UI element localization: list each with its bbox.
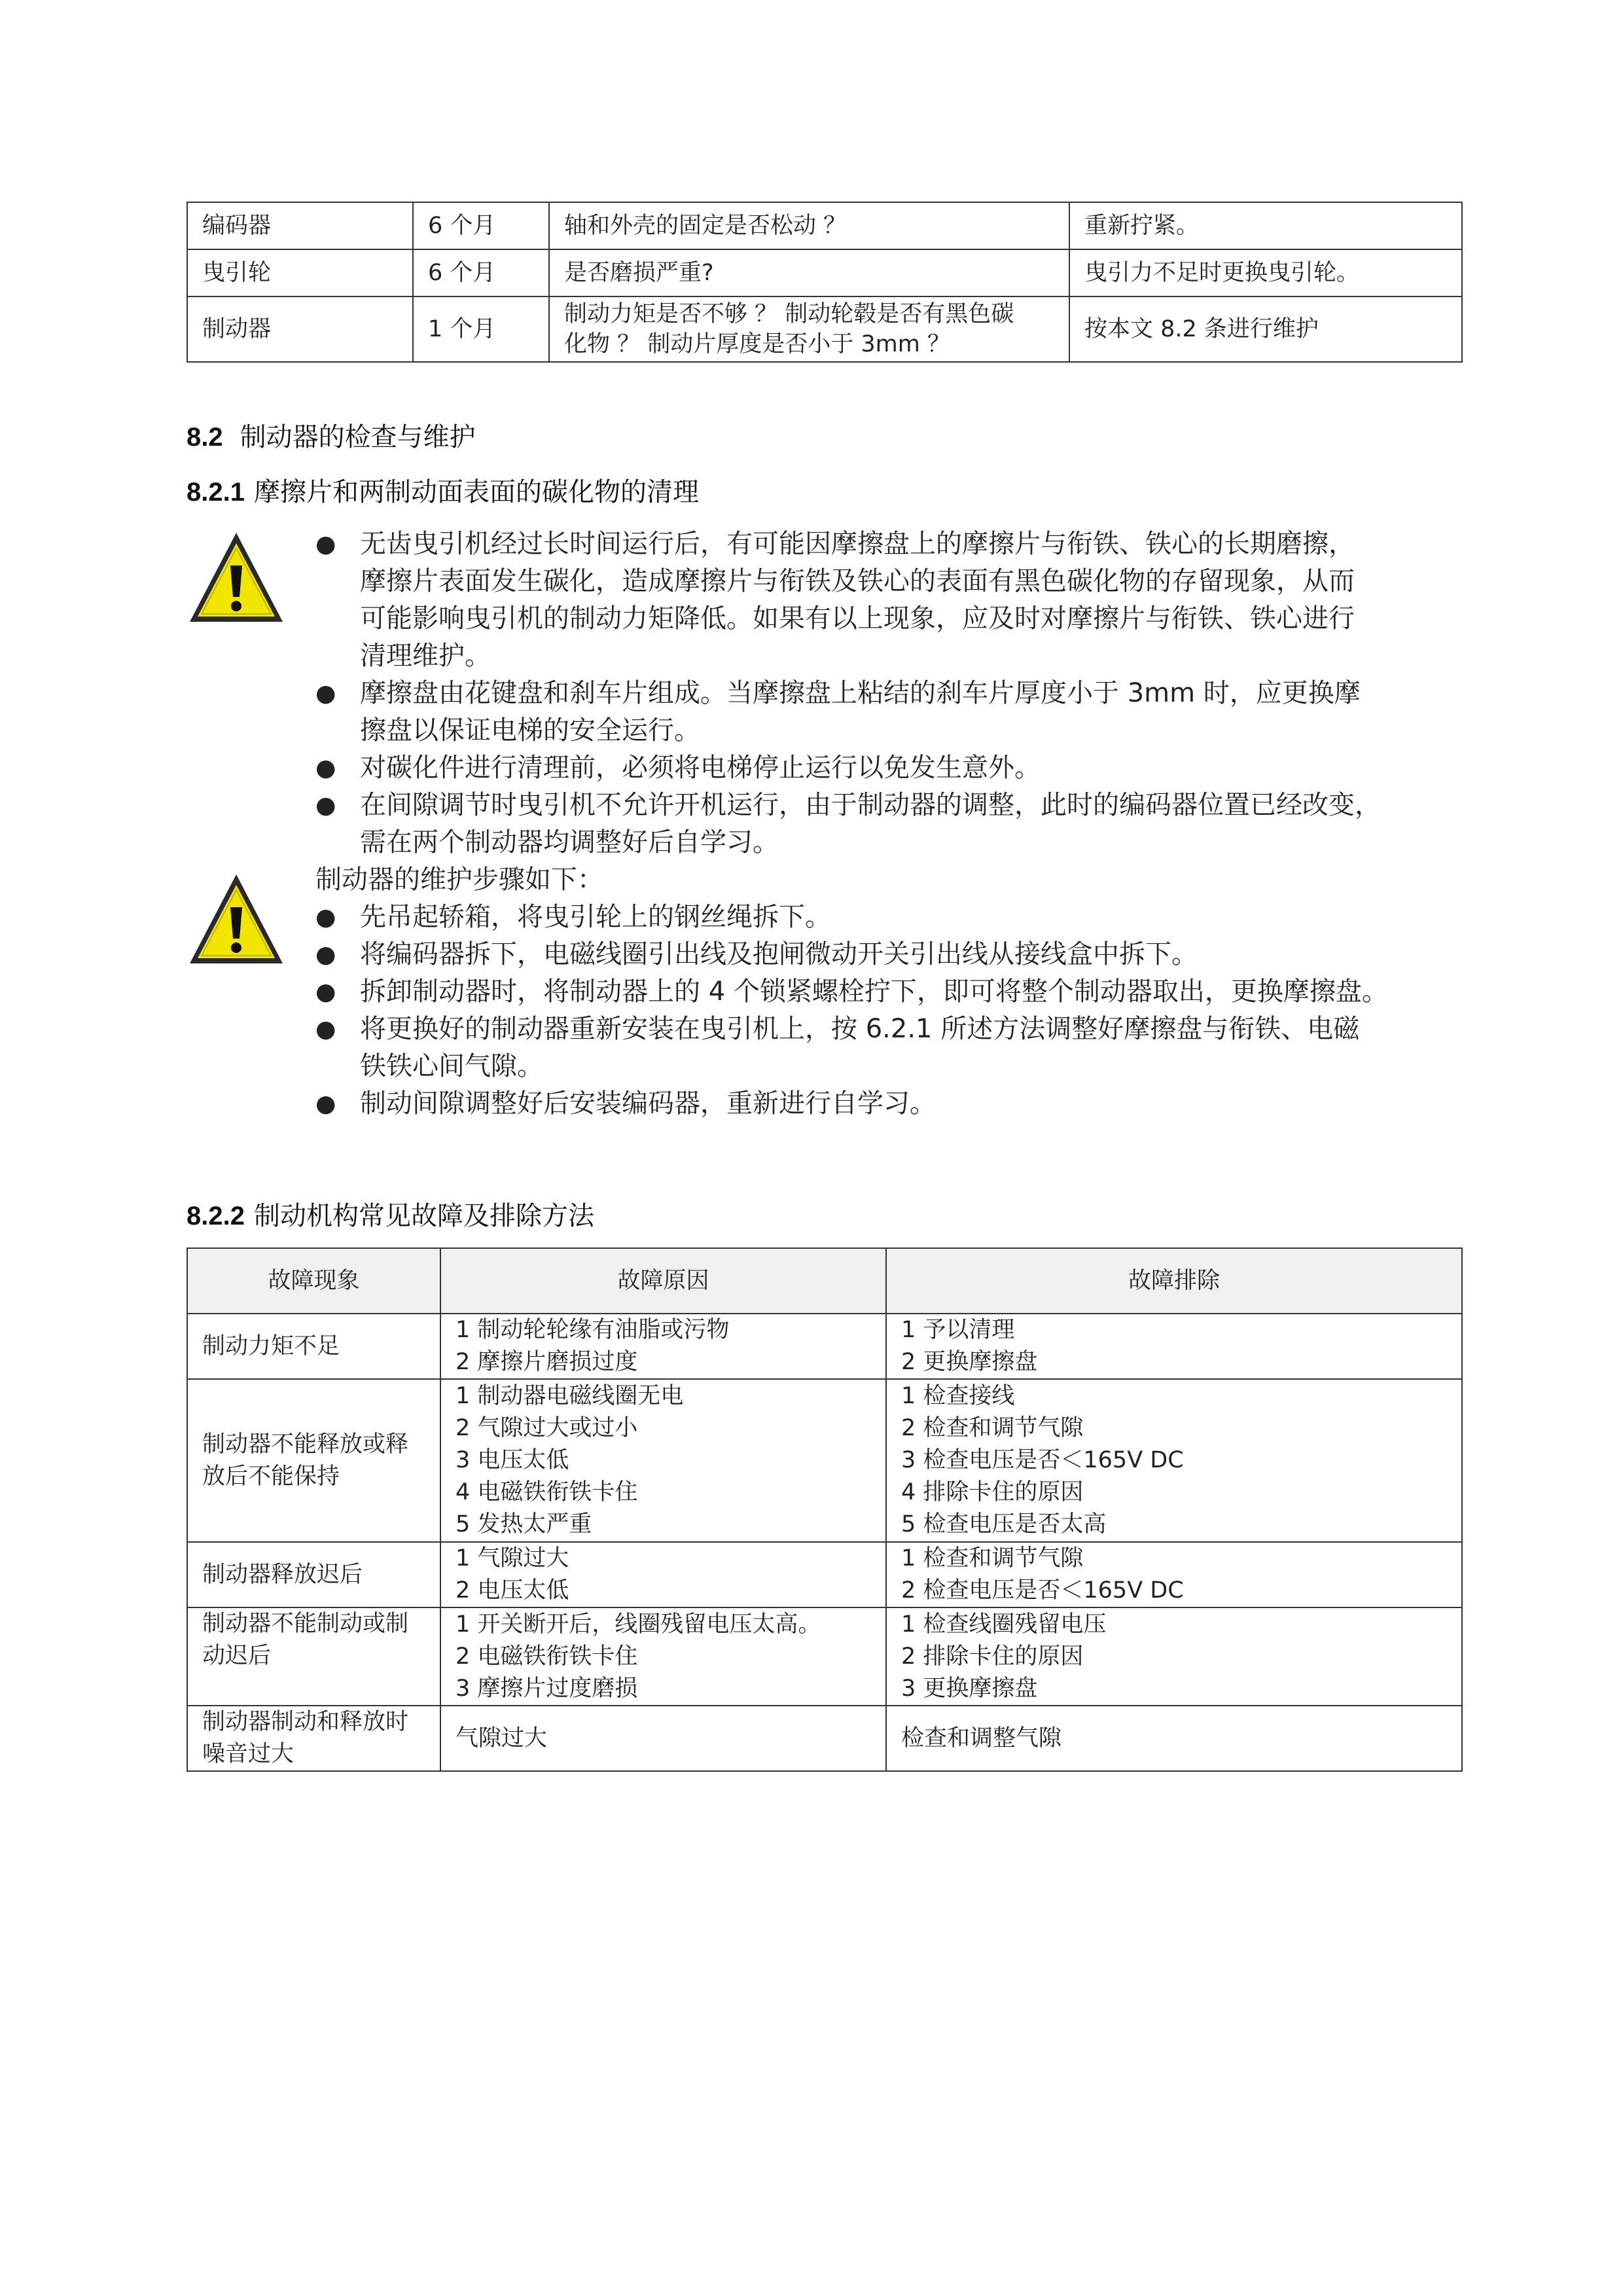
list-item: ● 将编码器拆下，电磁线圈引出线及抱闸微动开关引出线从接线盒中拆下。	[315, 936, 1448, 973]
steps-intro: 制动器的维护步骤如下：	[315, 865, 603, 895]
section-heading-8-2: 8.2 制动器的检查与维护	[187, 422, 476, 452]
table-row	[187, 202, 1462, 249]
component-cell: 曳引轮	[187, 249, 413, 296]
list-item: ● 无齿曳引机经过长时间运行后，有可能因摩擦盘上的摩擦片与衔铁、铁心的长期磨擦， 摩擦片表面发生碳化，造成摩擦片与衔铁及铁心的表面有黑色碳化物的存留现象，从而 可能影响曳引机的制动力矩降低。如果有以上现象，应及时对摩擦片与衔铁、铁心进行 清理维护。	[315, 526, 1448, 675]
section-heading-8-2-1: 8.2.1 摩擦片和两制动面表面的碳化物的清理	[187, 477, 699, 507]
period-cell: 6 个月	[413, 249, 549, 296]
symptom-cell: 制动器释放迟后	[187, 1542, 440, 1607]
table-row	[187, 1542, 1462, 1607]
action-cell: 按本文 8.2 条进行维护	[1069, 296, 1462, 362]
table-row	[187, 296, 1462, 362]
cause-cell: 1 制动轮轮缘有油脂或污物 2 摩擦片磨损过度	[440, 1314, 886, 1379]
symptom-cell: 制动力矩不足	[187, 1314, 440, 1379]
header-cell: 故障排除	[886, 1248, 1462, 1314]
cause-cell: 1 气隙过大 2 电压太低	[440, 1542, 886, 1607]
check-item-cell	[549, 296, 1069, 362]
component-cell: 编码器	[187, 202, 413, 249]
table-row	[187, 1706, 1462, 1771]
fault-table	[187, 1247, 1463, 1772]
symptom-cell: 制动器不能制动或制 动迟后	[187, 1607, 440, 1706]
remedy-cell: 1 检查接线 2 检查和调节气隙 3 检查电压是否＜165V DC 4 排除卡住的原因 5 检查电压是否太高	[886, 1379, 1462, 1542]
table-row	[187, 1607, 1462, 1706]
period-cell: 6 个月	[413, 202, 549, 249]
header-cell: 故障现象	[187, 1248, 440, 1314]
remedy-cell: 1 予以清理 2 更换摩擦盘	[886, 1314, 1462, 1379]
list-item: ● 将更换好的制动器重新安装在曳引机上，按 6.2.1 所述方法调整好摩擦盘与衔铁、电磁 铁铁心间气隙。	[315, 1011, 1448, 1085]
remedy-cell: 1 检查线圈残留电压 2 排除卡住的原因 3 更换摩擦盘	[886, 1607, 1462, 1706]
maintenance-table	[187, 202, 1463, 363]
cause-cell: 1 开关断开后，线圈残留电压太高。 2 电磁铁衔铁卡住 3 摩擦片过度磨损	[440, 1607, 886, 1706]
warning-triangle-icon	[187, 870, 285, 969]
check-item-cell: 轴和外壳的固定是否松动 ？	[549, 202, 1069, 249]
check-item-line: 化物 ？ 制动片厚度是否小于 3mm ？	[564, 331, 950, 357]
list-item: ● 拆卸制动器时，将制动器上的 4 个锁紧螺栓拧下，即可将整个制动器取出，更换摩擦盘。	[315, 973, 1448, 1011]
table-row	[187, 1314, 1462, 1379]
action-cell: 曳引力不足时更换曳引轮。	[1069, 249, 1462, 296]
header-cell: 故障原因	[440, 1248, 886, 1314]
table-row	[187, 1379, 1462, 1542]
check-item-cell: 是否磨损严重?	[549, 249, 1069, 296]
list-item: ● 对碳化件进行清理前，必须将电梯停止运行以免发生意外。	[315, 749, 1448, 787]
warning-list	[315, 526, 1448, 1122]
symptom-cell: 制动器不能释放或释 放后不能保持	[187, 1379, 440, 1542]
list-item: ● 在间隙调节时曳引机不允许开机运行，由于制动器的调整，此时的编码器位置已经改变， 需在两个制动器均调整好后自学习。	[315, 787, 1448, 861]
component-cell: 制动器	[187, 296, 413, 362]
action-cell: 重新拧紧。	[1069, 202, 1462, 249]
list-item: ● 先吊起轿箱，将曳引轮上的钢丝绳拆下。	[315, 899, 1448, 936]
list-item: ● 制动间隙调整好后安装编码器，重新进行自学习。	[315, 1085, 1448, 1122]
symptom-cell: 制动器制动和释放时 噪音过大	[187, 1706, 440, 1771]
cause-cell: 气隙过大	[440, 1706, 886, 1771]
table-row	[187, 249, 1462, 296]
table-header-row	[187, 1248, 1462, 1314]
remedy-cell: 检查和调整气隙	[886, 1706, 1462, 1771]
cause-cell: 1 制动器电磁线圈无电 2 气隙过大或过小 3 电压太低 4 电磁铁衔铁卡住 5 发热太严重	[440, 1379, 886, 1542]
list-item: ● 摩擦盘由花键盘和刹车片组成。当摩擦盘上粘结的刹车片厚度小于 3mm 时，应更换摩 擦盘以保证电梯的安全运行。	[315, 675, 1448, 749]
remedy-cell: 1 检查和调节气隙 2 检查电压是否＜165V DC	[886, 1542, 1462, 1607]
section-heading-8-2-2: 8.2.2 制动机构常见故障及排除方法	[187, 1201, 594, 1231]
period-cell: 1 个月	[413, 296, 549, 362]
warning-triangle-icon	[187, 529, 285, 627]
check-item-line: 制动力矩是否不够 ？ 制动轮毂是否有黑色碳	[564, 301, 1014, 327]
